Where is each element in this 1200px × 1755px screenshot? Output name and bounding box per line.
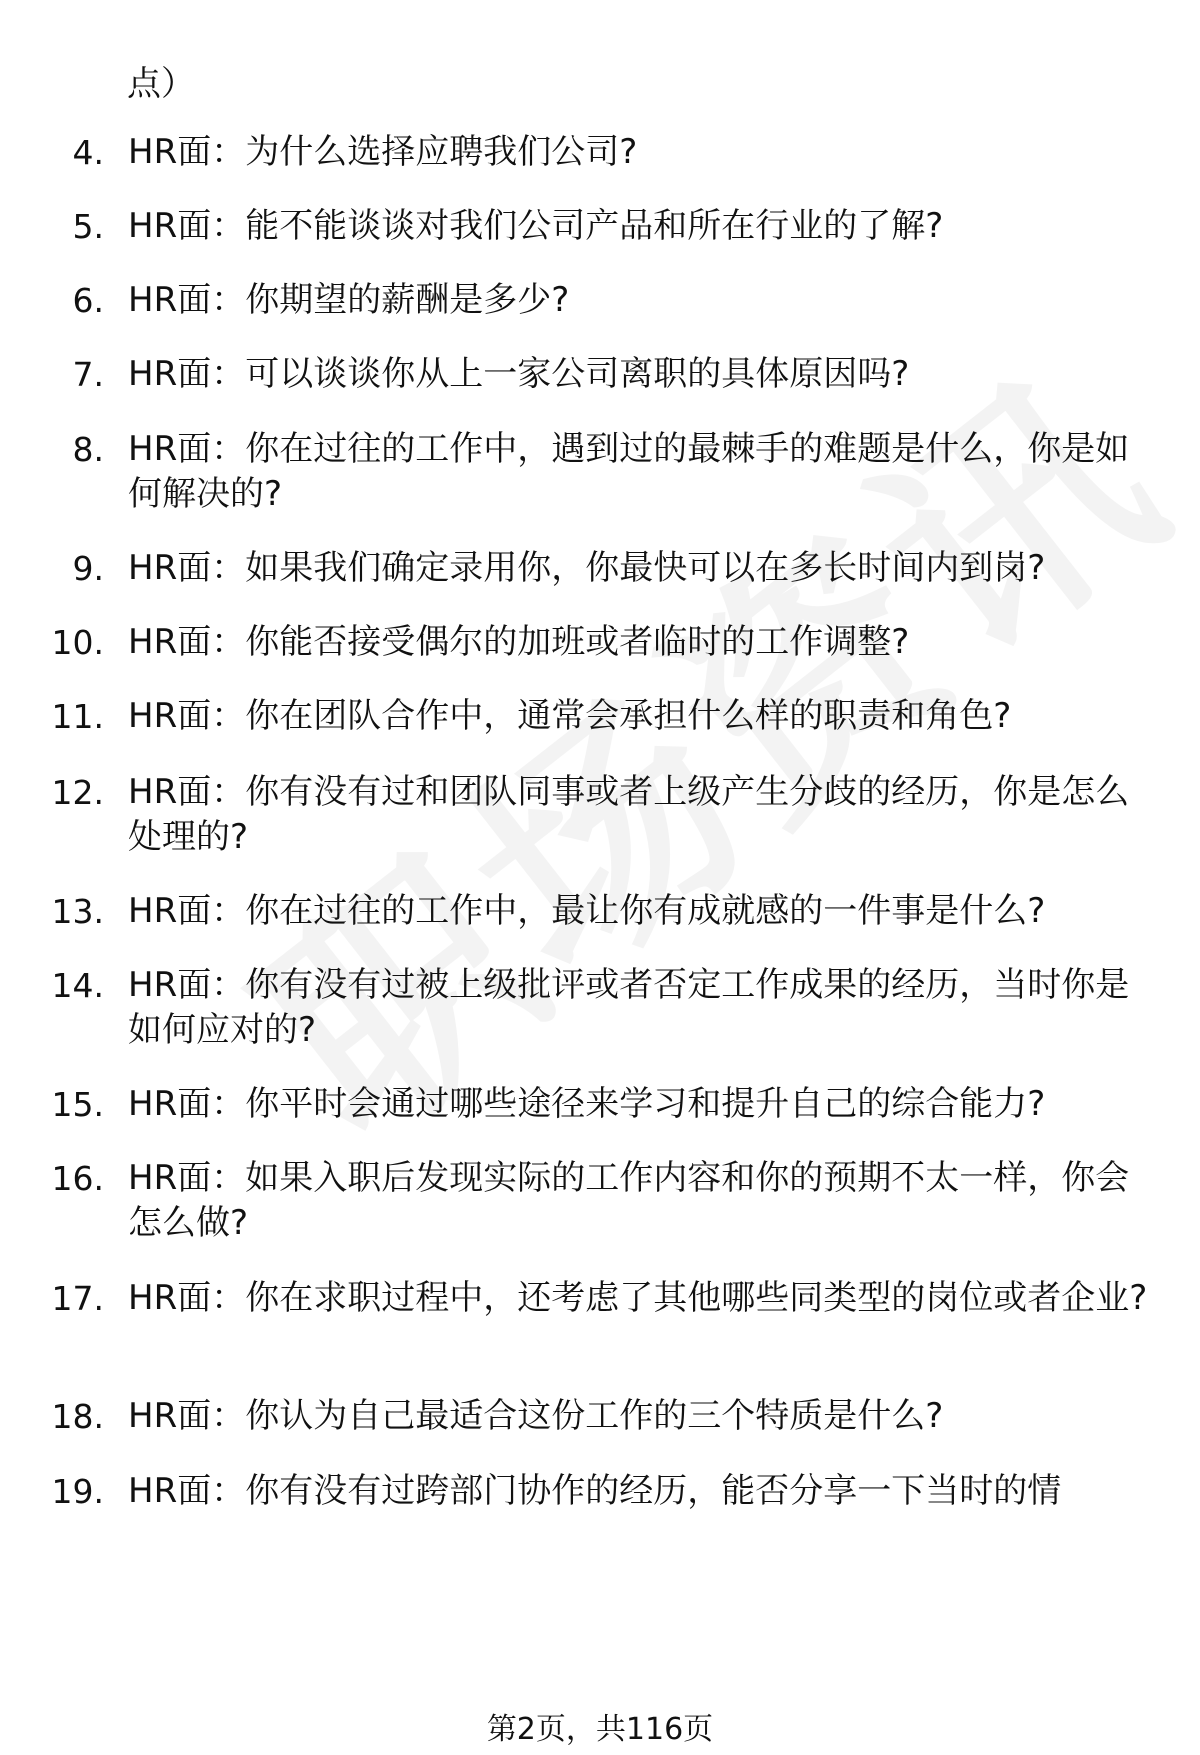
watermark (179, 278, 1200, 1202)
list-item-text: HR面：你认为自己最适合这份工作的三个特质是什么? (128, 1396, 944, 1436)
list-item-number: 13. (51, 892, 104, 931)
list-item-text: HR面：能不能谈谈对我们公司产品和所在行业的了解? (128, 206, 944, 246)
list-item-text: HR面：你在过往的工作中，最让你有成就感的一件事是什么? (128, 891, 1046, 931)
list-item-number: 17. (51, 1279, 104, 1318)
list-item-number: 12. (51, 773, 104, 812)
list-item-text: HR面：你有没有过跨部门协作的经历，能否分享一下当时的情 (128, 1471, 1062, 1511)
list-item-text: HR面：可以谈谈你从上一家公司离职的具体原因吗? (128, 354, 910, 394)
list-item-text: HR面：你期望的薪酬是多少? (128, 280, 570, 320)
list-item-text: HR面：为什么选择应聘我们公司? (128, 132, 638, 172)
list-item-number: 8. (72, 430, 104, 469)
list-item-number: 9. (72, 549, 104, 588)
list-item-number: 11. (51, 697, 104, 736)
list-item-text: HR面：你在过往的工作中，遇到过的最棘手的难题是什么，你是如何解决的? (128, 429, 1130, 514)
list-item-text: HR面：你有没有过被上级批评或者否定工作成果的经历，当时你是如何应对的? (128, 965, 1130, 1050)
list-item-number: 19. (51, 1472, 104, 1511)
list-item-text: HR面：你在团队合作中，通常会承担什么样的职责和角色? (128, 696, 1012, 736)
list-item-number: 10. (51, 623, 104, 662)
list-item-text: HR面：如果我们确定录用你，你最快可以在多长时间内到岗? (128, 548, 1046, 588)
list-item-number: 6. (72, 281, 104, 320)
list-item-text: HR面：你平时会通过哪些途径来学习和提升自己的综合能力? (128, 1084, 1046, 1124)
list-item-number: 18. (51, 1397, 104, 1436)
list-item-number: 16. (51, 1159, 104, 1198)
continuation-text: 点） (127, 64, 195, 104)
list-item-number: 14. (51, 966, 104, 1005)
list-item-number: 4. (72, 133, 104, 172)
list-item-number: 5. (72, 207, 104, 246)
page-footer: 第2页，共116页 (486, 1712, 714, 1747)
list-item-number: 15. (51, 1085, 104, 1124)
list-item-text: HR面：如果入职后发现实际的工作内容和你的预期不太一样，你会怎么做? (128, 1158, 1130, 1243)
list-item-text: HR面：你在求职过程中，还考虑了其他哪些同类型的岗位或者企业? (128, 1278, 1148, 1318)
list-item-text: HR面：你有没有过和团队同事或者上级产生分歧的经历，你是怎么处理的? (128, 772, 1130, 857)
list-item-text: HR面：你能否接受偶尔的加班或者临时的工作调整? (128, 622, 910, 662)
list-item-number: 7. (72, 355, 104, 394)
